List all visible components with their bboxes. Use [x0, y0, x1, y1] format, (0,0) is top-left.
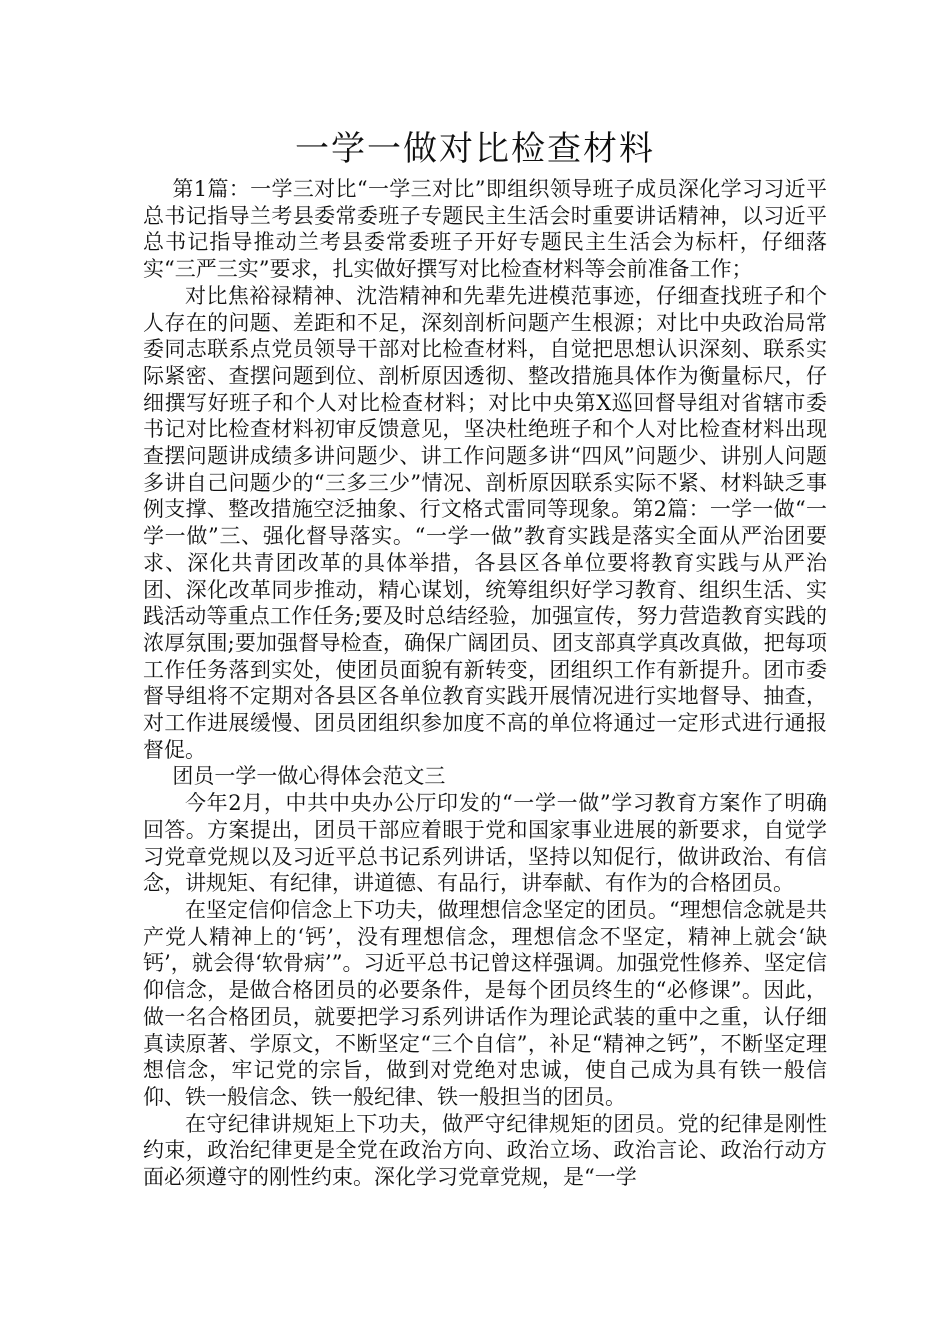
- document-title: 一学一做对比检查材料: [295, 129, 655, 169]
- paragraph-1: 第1篇：一学三对比“一学三对比”即组织领导班子成员深化学习习近平总书记指导兰考县委常委班子专题民主生活会时重要讲话精神，以习近平总书记指导推动兰考县委常委班子开好专题民主生活会为标杆，仔细落实“三严三实”要求，扎实做好撰写对比检查材料等会前准备工作；: [143, 177, 827, 282]
- paragraph-4: 在坚定信仰信念上下功夫，做理想信念坚定的团员。“理想信念就是共产党人精神上的‘钙’，没有理想信念，理想信念不坚定，精神上就会‘缺钙’，就会得‘软骨病’”。习近平总书记曾这样强调。加强党性修养、坚定信仰信念，是做合格团员的必要条件，是每个团员终生的“必修课”。因此，做一名合格团员，就要把学习系列讲话作为理论武装的重中之重，认仔细真读原著、学原文，不断坚定“三个自信”，补足“精神之钙”，不断坚定理想信念，牢记党的宗旨，做到对党绝对忠诚，使自己成为具有铁一般信仰、铁一般信念、铁一般纪律、铁一般担当的团员。: [143, 897, 827, 1109]
- paragraph-3: 今年2月，中共中央办公厅印发的“一学一做”学习教育方案作了明确回答。方案提出，团员干部应着眼于党和国家事业进展的新要求，自觉学习党章党规以及习近平总书记系列讲话，坚持以知促行，做讲政治、有信念，讲规矩、有纪律，讲道德、有品行，讲奉献、有作为的合格团员。: [143, 791, 827, 896]
- document-body: [143, 176, 827, 1191]
- paragraph-2: 对比焦裕禄精神、沈浩精神和先辈先进模范事迹，仔细查找班子和个人存在的问题、差距和不足，深刻剖析问题产生根源；对比中央政治局常委同志联系点党员领导干部对比检查材料，自觉把思想认识深刻、联系实际紧密、查摆问题到位、剖析原因透彻、整改措施具体作为衡量标尺，仔细撰写好班子和个人对比检查材料；对比中央第X巡回督导组对省辖市委书记对比检查材料初审反馈意见，坚决杜绝班子和个人对比检查材料出现查摆问题讲成绩多讲问题少、讲工作问题多讲“四风”问题少、讲别人问题多讲自己问题少的“三多三少”情况、剖析原因联系实际不紧、材料缺乏事例支撑、整改措施空泛抽象、行文格式雷同等现象。第2篇：一学一做“一学一做”三、强化督导落实。“一学一做”教育实践是落实全面从严治团要求、深化共青团改革的具体举措，各县区各单位要将教育实践与从严治团、深化改革同步推动，精心谋划，统筹组织好学习教育、组织生活、实践活动等重点工作任务;要及时总结经验，加强宣传，努力营造教育实践的浓厚氛围;要加强督导检查，确保广阔团员、团支部真学真改真做，把每项工作任务落到实处，使团员面貌有新转变，团组织工作有新提升。团市委督导组将不定期对各县区各单位教育实践开展情况进行实地督导、抽查，对工作进展缓慢、团员团组织参加度不高的单位将通过一定形式进行通报督促。: [143, 283, 827, 762]
- section-heading: 团员一学一做心得体会范文三: [172, 764, 446, 789]
- paragraph-5: 在守纪律讲规矩上下功夫，做严守纪律规矩的团员。党的纪律是刚性约束，政治纪律更是全党在政治方向、政治立场、政治言论、政治行动方面必须遵守的刚性约束。深化学习党章党规，是“一学: [143, 1111, 827, 1190]
